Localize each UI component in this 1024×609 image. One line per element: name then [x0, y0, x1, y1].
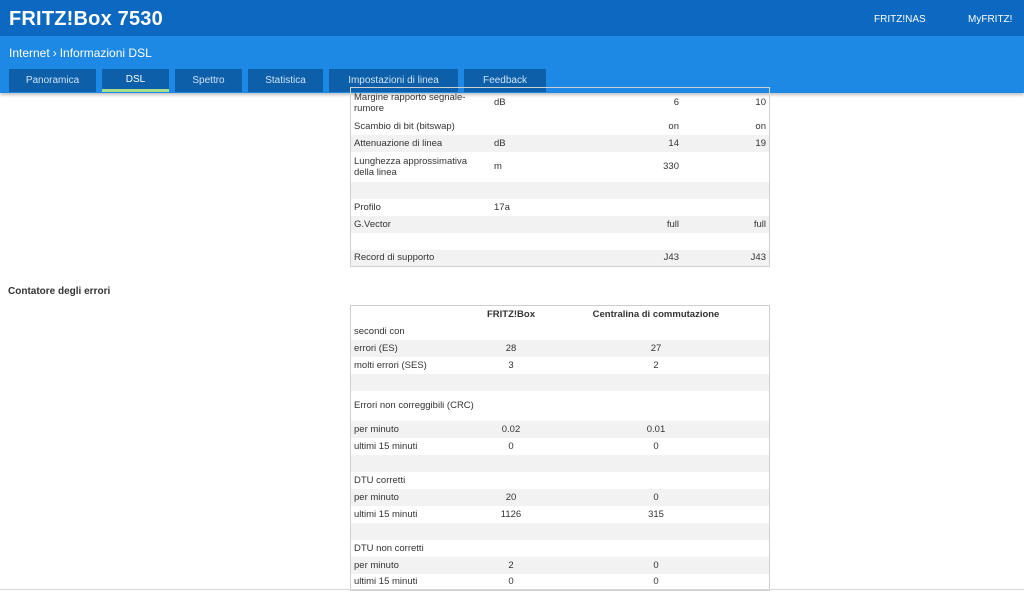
row-value-fritzbox: 0: [508, 440, 514, 452]
row-value-fritzbox: 20: [505, 491, 517, 503]
row-label: Margine rapporto segnale-rumore: [354, 91, 466, 114]
row-label: ultimi 15 minuti: [354, 508, 418, 520]
myfritz-link[interactable]: MyFRITZ!: [968, 14, 1013, 25]
table-row: [351, 340, 770, 357]
row-value-receive: J43: [663, 252, 679, 264]
row-label: ultimi 15 minuti: [354, 576, 418, 588]
row-value-receive: on: [668, 120, 679, 132]
row-label: Attenuazione di linea: [354, 137, 443, 149]
table-row: [351, 199, 770, 216]
table-row: [351, 323, 770, 340]
table-row: [351, 472, 770, 489]
row-label: Scambio di bit (bitswap): [354, 120, 455, 132]
tab-spettro[interactable]: Spettro: [175, 69, 242, 92]
row-value-centralina: 2: [653, 359, 659, 371]
row-value-send: [682, 182, 770, 199]
table-row: [351, 88, 770, 118]
row-value-centralina: 315: [648, 508, 664, 520]
row-value-receive: [593, 182, 682, 199]
row-label: Profilo: [354, 201, 381, 213]
tab-feedback[interactable]: Feedback: [464, 69, 546, 92]
row-label: [351, 455, 480, 472]
row-value-fritzbox: 2: [508, 559, 514, 571]
row-value-centralina: [543, 323, 770, 340]
row-value-send: 19: [755, 137, 766, 149]
table-row: [351, 233, 770, 250]
row-label: [351, 523, 480, 540]
row-value-centralina: [543, 391, 770, 421]
row-unit: [491, 118, 593, 135]
row-value-fritzbox: 1126: [500, 508, 522, 520]
row-label: Errori non correggibili (CRC): [354, 400, 474, 411]
row-value-centralina: 0: [653, 576, 659, 588]
table-row: [351, 152, 770, 182]
row-value-fritzbox: [479, 455, 543, 472]
row-value-fritzbox: [479, 523, 543, 540]
row-label: [351, 182, 492, 199]
brand-logo[interactable]: FRITZ!Box 7530: [9, 8, 163, 30]
breadcrumb-internet[interactable]: Internet: [9, 46, 50, 60]
main-content: [0, 93, 1024, 609]
row-value-centralina: [543, 472, 770, 489]
row-label: per minuto: [354, 491, 399, 503]
row-value-centralina: 27: [650, 342, 662, 354]
row-label: ultimi 15 minuti: [354, 440, 418, 452]
table-row: [351, 506, 770, 523]
row-value-centralina: [543, 523, 770, 540]
table-row: [351, 455, 770, 472]
row-label: G.Vector: [354, 218, 391, 230]
row-value-fritzbox: 0.02: [501, 423, 521, 435]
row-label: Record di supporto: [354, 252, 435, 264]
table-row: [351, 216, 770, 233]
table-row: [351, 421, 770, 438]
table-row: [351, 135, 770, 152]
table-row: [351, 489, 770, 506]
row-value-fritzbox: [479, 391, 543, 421]
row-label: secondi con: [354, 325, 405, 337]
row-label: molti errori (SES): [354, 359, 427, 371]
fritznas-link[interactable]: FRITZ!NAS: [874, 14, 926, 25]
table-row: [351, 438, 770, 455]
row-value-send: 10: [755, 97, 766, 109]
table-row: [351, 523, 770, 540]
row-value-send: [682, 199, 770, 216]
line-info-table: [350, 87, 770, 267]
tab-dsl[interactable]: DSL: [102, 69, 169, 92]
tab-impostazioni-di-linea[interactable]: Impostazioni di linea: [329, 69, 458, 92]
row-value-send: on: [755, 120, 766, 132]
error-counter-table: [350, 305, 770, 591]
table-row: [351, 391, 770, 421]
divider: [0, 589, 1024, 590]
table-header-row: [351, 306, 770, 323]
row-value-send: [682, 233, 770, 250]
table-row: [351, 118, 770, 135]
row-value-fritzbox: [479, 374, 543, 391]
top-bar: [0, 0, 1024, 36]
sub-header: [0, 36, 1024, 93]
row-value-receive: full: [666, 218, 679, 230]
row-unit: m: [494, 161, 502, 172]
section-title-error-counter: Contatore degli errori: [8, 286, 111, 297]
row-value-fritzbox: [479, 472, 543, 489]
tab-statistica[interactable]: Statistica: [248, 69, 323, 92]
row-unit: dB: [494, 137, 506, 149]
row-unit: [491, 216, 593, 233]
header-fritzbox: FRITZ!Box: [486, 308, 536, 320]
row-label: DTU non corretti: [354, 542, 424, 554]
row-value-fritzbox: 3: [508, 359, 514, 371]
row-unit: dB: [494, 97, 506, 109]
row-unit: [491, 182, 593, 199]
table-row: [351, 357, 770, 374]
row-label: per minuto: [354, 559, 399, 571]
row-unit: [491, 233, 593, 250]
row-value-fritzbox: 28: [505, 342, 517, 354]
table-row: [351, 557, 770, 574]
row-value-fritzbox: [479, 323, 543, 340]
table-row: [351, 574, 770, 591]
row-label: per minuto: [354, 423, 399, 435]
row-label: DTU corretti: [354, 474, 406, 486]
row-unit: 17a: [494, 201, 510, 213]
row-value-centralina: [543, 374, 770, 391]
header-empty: [351, 306, 480, 323]
row-value-centralina: [543, 540, 770, 557]
table-row: [351, 540, 770, 557]
breadcrumb: [9, 46, 152, 60]
row-unit: [491, 250, 593, 267]
row-label: [351, 233, 492, 250]
row-value-send: [682, 152, 770, 182]
row-value-centralina: [543, 455, 770, 472]
row-value-send: full: [753, 218, 766, 230]
row-value-centralina: 0: [653, 440, 659, 452]
breadcrumb-current: Informazioni DSL: [59, 46, 152, 60]
row-value-receive: [593, 233, 682, 250]
table-row: [351, 250, 770, 267]
row-label: errori (ES): [354, 342, 398, 354]
row-value-receive: 6: [673, 97, 679, 109]
row-value-centralina: 0.01: [646, 423, 666, 435]
row-value-fritzbox: 0: [508, 576, 514, 588]
row-label: [351, 374, 480, 391]
row-value-fritzbox: [479, 540, 543, 557]
row-value-receive: 14: [668, 137, 679, 149]
row-value-send: J43: [750, 252, 766, 264]
table-row: [351, 182, 770, 199]
row-value-receive: 330: [663, 161, 679, 172]
row-value-receive: [593, 199, 682, 216]
row-value-centralina: 0: [653, 559, 659, 571]
header-centralina: Centralina di commutazione: [592, 308, 720, 320]
chevron-right-icon: ›: [52, 46, 57, 60]
tab-panoramica[interactable]: Panoramica: [9, 69, 96, 92]
row-label: Lunghezza approssimativa della linea: [354, 155, 468, 178]
table-row: [351, 374, 770, 391]
row-value-centralina: 0: [653, 491, 659, 503]
